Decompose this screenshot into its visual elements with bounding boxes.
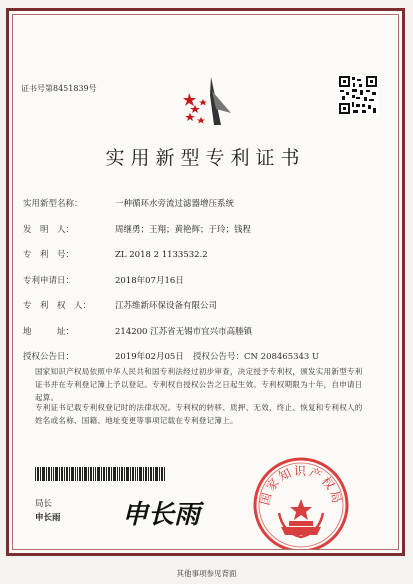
inventors-value: 周继勇；王翔；黄艳辉；于玲；钱程 bbox=[115, 225, 252, 235]
patent-office-logo-icon bbox=[181, 73, 243, 131]
filing-date-value: 2018年07月16日 bbox=[115, 276, 184, 286]
grant-row bbox=[23, 350, 320, 362]
certificate-title: 实用新型专利证书 bbox=[105, 147, 306, 169]
address-row bbox=[23, 325, 252, 337]
address-label: 地 址： bbox=[23, 327, 75, 337]
utility-name-value: 一种循环水旁流过滤器增压系统 bbox=[115, 199, 235, 209]
grant-statement-paragraph: 国家知识产权局依照中华人民共和国专利法经过初步审查，决定授予专利权，颁发实用新型专利证书并在专利登记簿上予以登记。专利权自授权公告之日起生效。专利权期限为十年，自申请日起算。 bbox=[35, 367, 363, 402]
inventors-row bbox=[23, 223, 251, 235]
utility-name-row bbox=[23, 197, 234, 209]
director-name: 申长雨 bbox=[35, 513, 61, 523]
legal-status-paragraph: 专利证书记载专利权登记时的法律状况。专利权的转移、质押、无效、终止、恢复和专利权人的姓名或名称、国籍、地址变更等事项记载在专利登记簿上。 bbox=[35, 403, 363, 425]
grant-number-label: 授权公告号： bbox=[193, 352, 245, 362]
utility-name-label: 实用新型名称： bbox=[23, 199, 83, 209]
grant-date-value: 2019年02月05日 bbox=[115, 352, 184, 362]
address-value: 214200 江苏省无锡市宜兴市高塍镇 bbox=[115, 327, 253, 337]
official-seal-icon bbox=[251, 455, 351, 550]
grant-date-label: 授权公告日： bbox=[23, 352, 75, 362]
seal-text: 国家知识产权局 bbox=[257, 464, 345, 507]
patentee-value: 江苏维新环保设备有限公司 bbox=[115, 301, 218, 311]
director-signature bbox=[118, 493, 233, 533]
certificate-inner-border bbox=[12, 14, 399, 550]
certificate-number: 证书号第8451839号 bbox=[21, 84, 97, 93]
patentee-row bbox=[23, 299, 217, 311]
qr-code-icon bbox=[338, 75, 378, 115]
barcode-icon bbox=[35, 467, 165, 481]
patentee-label: 专 利 权 人： bbox=[23, 301, 92, 311]
footer-note: 其他事项参见背面 bbox=[176, 569, 237, 578]
filing-date-row bbox=[23, 274, 184, 286]
signature-text: 申长雨 bbox=[122, 500, 201, 530]
grant-number-group bbox=[193, 350, 319, 362]
patent-number-label: 专 利 号： bbox=[23, 250, 75, 260]
patent-number-row bbox=[23, 248, 208, 260]
inventors-label: 发 明 人： bbox=[23, 225, 75, 235]
director-title: 局长 bbox=[35, 499, 53, 509]
filing-date-label: 专利申请日： bbox=[23, 276, 75, 286]
certificate-frame bbox=[6, 8, 405, 556]
patent-number-value: ZL 2018 2 1133532.2 bbox=[115, 250, 208, 260]
grant-number-value: CN 208465343 U bbox=[244, 352, 320, 362]
